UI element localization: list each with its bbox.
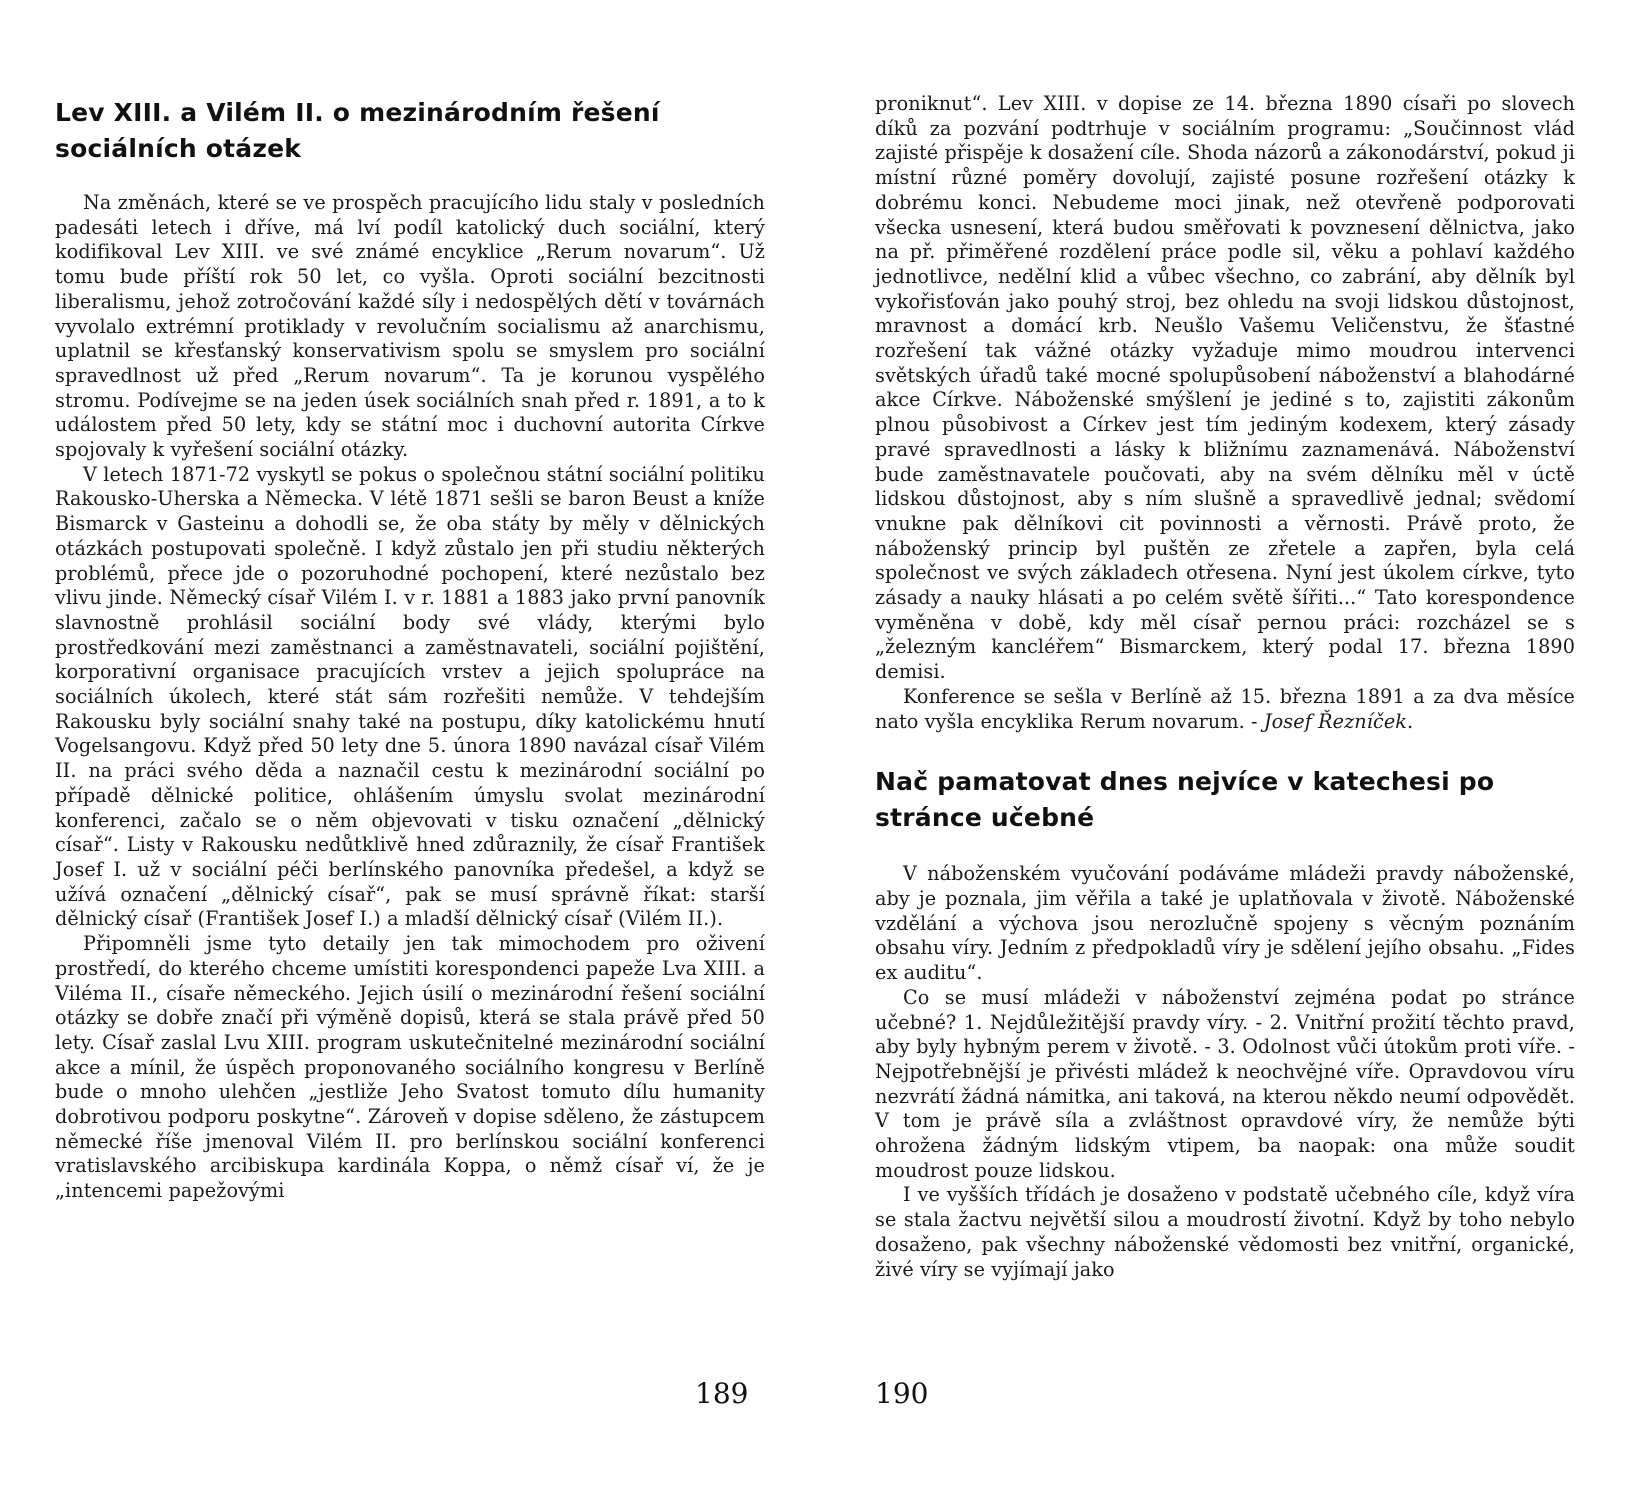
right-column: [875, 92, 1575, 1282]
article-closing-paragraph: [875, 685, 1575, 734]
article-paragraph: V letech 1871-72 vyskytl se pokus o společnou státní sociální politiku Rakousko-Uherska a Německa. V létě 1871 sešli se baron Beust a kníže Bismarck v Gasteinu a dohodli se, že oba státy by měly v dělnických otázkách postupovati společně. I když zůstalo jen při studiu některých problémů, přece jde o pozoruhodné pochopení, které nezůstalo bez vlivu jinde. Německý císař Vilém I. v r. 1881 a 1883 jako první panovník slavnostně prohlásil sociální body své vlády, kterými bylo prostředkování mezi zaměstnanci a zaměstnavateli, sociální pojištění, korporativní organisace pracujících vrstev a jejich spolupráce na sociálních úkolech, které stát sám rozřešiti nemůže. V tehdejším Rakousku byly sociální snahy také na postupu, díky katolickému hnutí Vogelsangovu. Když před 50 lety dne 5. února 1890 navázal císař Vilém II. na práci svého děda a naznačil cestu k mezinárodní sociální po případě dělnické politice, ohlášením úmyslu svolat mezinárodní konferenci, začalo se o něm objevovati v tisku označení „dělnický císař“. Listy v Rakousku nedůtklivě hned zdůraznily, že císař František Josef I. už v sociální péči berlínského panovníka předešel, a když se užívá označení „dělnický císař“, pak se musí správně říkat: starší dělnický císař (František Josef I.) a mladší dělnický císař (Vilém II.).: [55, 462, 765, 931]
article-paragraph: V náboženském vyučování podáváme mládeži pravdy náboženské, aby je poznala, jim věřila a také je uplatňovala v životě. Náboženské vzdělání a výchova jsou nerozlučně spojeny s věcným poznáním obsahu víry. Jedním z předpokladů víry je sdělení jejího obsahu. „Fides ex auditu“.: [875, 862, 1575, 985]
left-column: [55, 95, 765, 1204]
article-paragraph: I ve vyšších třídách je dosaženo v podstatě učebného cíle, když víra se stala žactvu největší silou a moudrostí životní. Když by toho nebylo dosaženo, pak všechny náboženské vědomosti bez vnitřní, organické, živé víry se vyjímají jako: [875, 1183, 1575, 1281]
right-page: [813, 0, 1626, 1500]
article-paragraph: Na změnách, které se ve prospěch pracujícího lidu staly v posledních padesáti letech i dříve, má lví podíl katolický duch sociální, který kodifikoval Lev XIII. ve své známé encyklice „Rerum novarum“. Už tomu bude příští rok 50 let, co vyšla. Oproti sociální bezcitnosti liberalismu, jehož zotročování každé síly i nedospělých dětí v továrnách vyvolalo extrémní protiklady v revolučním socialismu až anarchismu, uplatnil se křesťanský konservativism spolu se smyslem pro sociální spravedlnost už před „Rerum novarum“. Ta je korunou vyspělého stromu. Podívejme se na jeden úsek sociálních snah před r. 1891, a to k událostem před 50 lety, kdy se státní moc i duchovní autorita Církve spojovaly k vyřešení sociální otázky.: [55, 191, 765, 462]
article-paragraph: Připomněli jsme tyto detaily jen tak mimochodem pro oživení prostředí, do kterého chceme umístiti korespondenci papeže Lva XIII. a Viléma II., císaře německého. Jejich úsilí o mezinárodní řešení sociální otázky se dobře značí při výměně dopisů, která se stala právě před 50 lety. Císař zaslal Lvu XIII. program uskutečnitelné mezinárodní sociální akce a mínil, že úspěch proponovaného sociálního kongresu v Berlíně bude o mnoho ulehčen „jestliže Jeho Svatost tomuto dílu humanity dobrotivou podporu poskytne“. Zároveň v dopise sděleno, že zástupcem německé říše jmenoval Vilém II. pro berlínskou sociální konferenci vratislavského arcibiskupa kardinála Koppa, o němž císař ví, že je „intencemi papežovými: [55, 932, 765, 1203]
article-heading-katechese: Nač pamatovat dnes nejvíce v katechesi po stránce učebné: [875, 767, 1495, 833]
article-paragraph: Co se musí mládeži v náboženství zejména podat po stránce učebné? 1. Nejdůležitější pravdy víry. - 2. Vnitřní prožití těchto pravd, aby byly hybným perem v životě. - 3. Odolnost vůči útokům proti víře. - Nejpotřebnější je přivésti mládež k neochvějné víře. Opravdovou víru nezvrátí žádná námitka, ani taková, na kterou někdo neumí odpovědět. V tom je právě síla a zvláštnost opravdové víry, že nemůže býti ohrožena žádným lidským vtipem, ba naopak: ona může soudit moudrost pouze lidskou.: [875, 985, 1575, 1182]
article-paragraph-continued: proniknut“. Lev XIII. v dopise ze 14. března 1890 císaři po slovech díků za pozvání podtrhuje v sociálním programu: „Součinnost vlád zajisté přispěje k dosažení cíle. Shoda názorů a zákonodárství, pokud ji místní různé poměry dovolují, zajisté posune rozřešení otázky k dobrému konci. Nebudeme moci jinak, než otevřeně podporovati všecka usnesení, která budou směřovati k povznesení dělnictva, jako na př. přiměřené rozdělení práce podle sil, věku a pohlaví každého jednotlivce, nedělní klid a vůbec všechno, co zabrání, aby dělník byl vykořisťován jako pouhý stroj, bez ohledu na svoji lidskou důstojnost, mravnost a domácí krb. Neušlo Vašemu Veličenstvu, že šťastné rozřešení tak vážné otázky vyžaduje mimo moudrou intervenci světských úřadů také mocné spolupůsobení náboženství a blahodárné akce Církve. Náboženské smýšlení je jediné s to, zajistiti zákonům plnou působivost a Církev jest tím jediným kodexem, který zásady pravé spravedlnosti a lásky k bližnímu zaznamenává. Náboženství bude zaměstnavatele poučovati, aby na svém dělníku měl v úctě lidskou důstojnost, aby s ním slušně a spravedlivě jednal; svědomí vnukne pak dělníkovi cit povinnosti a věrnosti. Právě proto, že náboženský princip byl puštěn ze zřetele a zapřen, byla celá společnost ve svých základech otřesena. Nyní jest úkolem církve, tyto zásady a nauky hlásati a po celém světě šířiti...“ Tato korespondence vyměněna v době, kdy měl císař pernou práci: rozcházel se s „železným kancléřem“ Bismarckem, který podal 17. března 1890 demisi.: [875, 92, 1575, 684]
article-heading-lev-xiii: Lev XIII. a Vilém II. o mezinárodním řešení sociálních otázek: [55, 98, 660, 163]
closing-text: Konference se sešla v Berlíně až 15. března 1891 a za dva měsíce nato vyšla encyklika Rerum novarum. -: [875, 684, 1575, 733]
author-signature: Josef Řezníček.: [1263, 709, 1414, 733]
page-number-right: 190: [875, 1377, 929, 1410]
page-number-left: 189: [695, 1377, 749, 1410]
